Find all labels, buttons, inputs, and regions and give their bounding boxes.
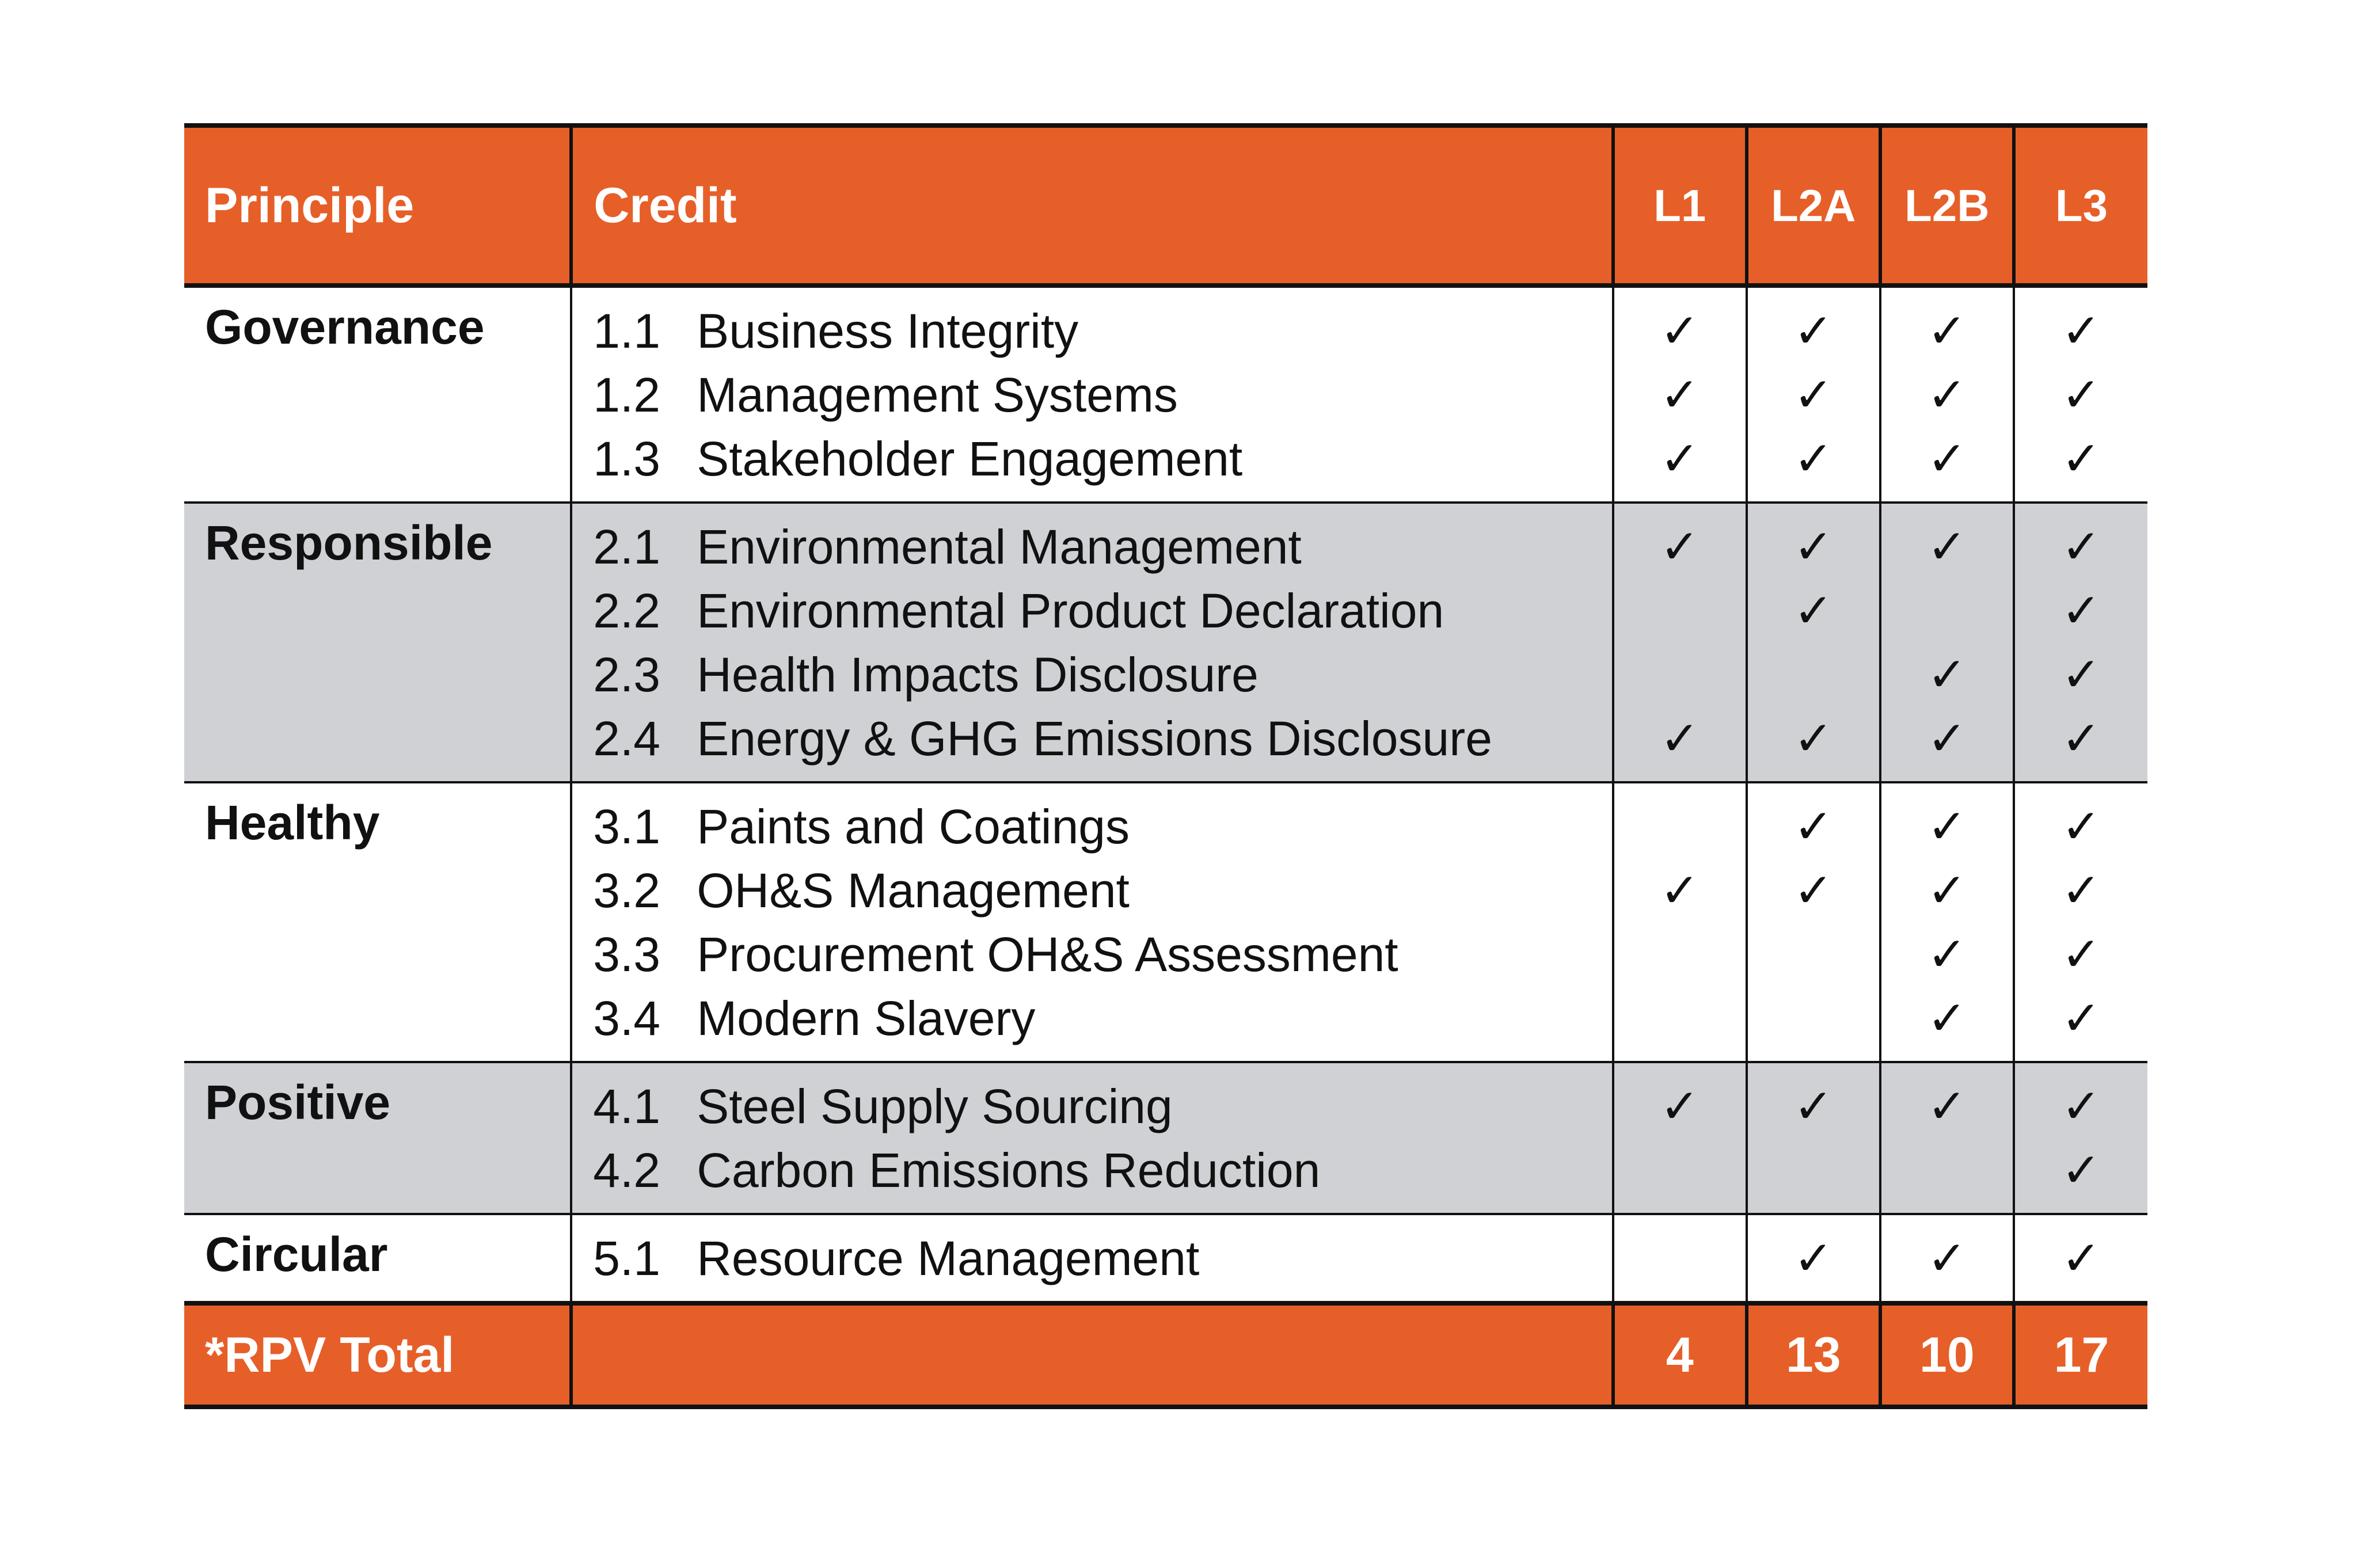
- principle-cell: Governance: [184, 286, 571, 503]
- header-credit-label: Credit: [594, 177, 737, 233]
- checkmark-icon: ✓: [1660, 863, 1700, 918]
- level-cell-l2b: [1880, 782, 2014, 1062]
- checkmark-icon: ✓: [2061, 1143, 2101, 1198]
- checkmark-icon: ✓: [1927, 304, 1967, 359]
- checkmark-icon: ✓: [2061, 927, 2101, 982]
- credit-item: [593, 1227, 1612, 1291]
- credit-name: Stakeholder Engagement: [697, 432, 1243, 486]
- level-cell-l1: [1613, 1062, 1747, 1214]
- level-cell-l1: [1613, 286, 1747, 503]
- checkmark-icon: ✓: [2061, 863, 2101, 918]
- credit-item: [593, 923, 1612, 987]
- header-principle-label: Principle: [205, 177, 415, 233]
- checkmark-icon: ✓: [1927, 991, 1967, 1046]
- total-l2a: 13: [1747, 1303, 1880, 1407]
- header-level-l1: L1: [1613, 125, 1747, 286]
- checkmark-icon: ✓: [1927, 863, 1967, 918]
- total-l3: 17: [2014, 1303, 2147, 1407]
- credit-number: 4.2: [593, 1143, 660, 1197]
- level-cell-l2b: [1880, 286, 2014, 503]
- header-principle: [184, 125, 571, 286]
- credits-table: [184, 123, 2147, 1409]
- credits-cell: [571, 1062, 1613, 1214]
- checkmark-icon: ✓: [1927, 1231, 1967, 1286]
- empty-check: [1748, 1139, 1879, 1203]
- checkmark-icon: ✓: [1660, 1079, 1700, 1134]
- credit-number: 3.4: [593, 991, 660, 1045]
- checkmark-icon: ✓: [1793, 1231, 1834, 1286]
- credit-name: Procurement OH&S Assessment: [697, 927, 1398, 981]
- credits-cell: [571, 1214, 1613, 1303]
- credit-item: [593, 707, 1612, 771]
- level-cell-l1: [1613, 782, 1747, 1062]
- checkmark-icon: ✓: [1660, 368, 1700, 423]
- credit-number: 3.3: [593, 927, 660, 981]
- checkmark-icon: ✓: [1927, 432, 1967, 486]
- credit-name: Steel Supply Sourcing: [697, 1079, 1173, 1133]
- empty-check: [1614, 1227, 1746, 1291]
- checkmark-icon: ✓: [1660, 520, 1700, 574]
- header-level-l2b: L2B: [1880, 125, 2014, 286]
- principle-cell: Positive: [184, 1062, 571, 1214]
- total-l1: 4: [1613, 1303, 1747, 1407]
- credit-name: OH&S Management: [697, 863, 1130, 918]
- credit-number: 2.3: [593, 648, 660, 702]
- credit-item: [593, 515, 1612, 579]
- checkmark-icon: ✓: [1927, 520, 1967, 574]
- credits-cell: [571, 503, 1613, 782]
- table-row: [184, 1214, 2147, 1303]
- credits-cell: [571, 782, 1613, 1062]
- credit-item: [593, 987, 1612, 1051]
- level-cell-l2a: [1747, 782, 1880, 1062]
- header-level-l3: L3: [2014, 125, 2147, 286]
- credit-number: 1.2: [593, 368, 660, 422]
- level-cell-l1: [1613, 1214, 1747, 1303]
- checkmark-icon: ✓: [1927, 927, 1967, 982]
- credit-item: [593, 579, 1612, 643]
- credit-number: 2.4: [593, 711, 660, 766]
- credit-number: 1.3: [593, 432, 660, 486]
- empty-check: [1614, 923, 1746, 987]
- checkmark-icon: ✓: [1660, 432, 1700, 486]
- credit-item: [593, 1139, 1612, 1203]
- level-cell-l3: [2014, 503, 2147, 782]
- credit-name: Management Systems: [697, 368, 1178, 422]
- total-label: *RPV Total: [184, 1303, 571, 1407]
- credit-item: [593, 427, 1612, 491]
- checkmark-icon: ✓: [2061, 368, 2101, 423]
- table-row: [184, 286, 2147, 503]
- checkmark-icon: ✓: [1793, 368, 1834, 423]
- empty-check: [1748, 643, 1879, 707]
- table-row: [184, 782, 2147, 1062]
- level-cell-l2a: [1747, 1214, 1880, 1303]
- checkmark-icon: ✓: [2061, 520, 2101, 574]
- header-level-l2a: L2A: [1747, 125, 1880, 286]
- level-cell-l2b: [1880, 1062, 2014, 1214]
- credit-number: 5.1: [593, 1231, 660, 1285]
- empty-check: [1748, 923, 1879, 987]
- level-cell-l2a: [1747, 286, 1880, 503]
- checkmark-icon: ✓: [2061, 711, 2101, 766]
- credit-name: Carbon Emissions Reduction: [697, 1143, 1321, 1197]
- checkmark-icon: ✓: [2061, 304, 2101, 359]
- checkmark-icon: ✓: [1793, 520, 1834, 574]
- empty-check: [1881, 579, 2013, 643]
- checkmark-icon: ✓: [1793, 304, 1834, 359]
- checkmark-icon: ✓: [1793, 863, 1834, 918]
- level-cell-l2a: [1747, 503, 1880, 782]
- checkmark-icon: ✓: [1793, 1079, 1834, 1134]
- credit-name: Energy & GHG Emissions Disclosure: [697, 711, 1492, 766]
- empty-check: [1881, 1139, 2013, 1203]
- level-cell-l3: [2014, 1214, 2147, 1303]
- empty-check: [1614, 1139, 1746, 1203]
- table-body: [184, 286, 2147, 1303]
- checkmark-icon: ✓: [2061, 1231, 2101, 1286]
- checkmark-icon: ✓: [1927, 1079, 1967, 1134]
- credit-number: 3.1: [593, 800, 660, 854]
- table-row: [184, 503, 2147, 782]
- credit-item: [593, 1075, 1612, 1139]
- table-row: [184, 1062, 2147, 1214]
- credit-item: [593, 643, 1612, 707]
- checkmark-icon: ✓: [1660, 711, 1700, 766]
- checkmark-icon: ✓: [1660, 304, 1700, 359]
- checkmark-icon: ✓: [2061, 800, 2101, 854]
- checkmark-icon: ✓: [1927, 800, 1967, 854]
- level-cell-l2a: [1747, 1062, 1880, 1214]
- empty-check: [1614, 579, 1746, 643]
- credit-name: Environmental Product Declaration: [697, 584, 1444, 638]
- level-cell-l3: [2014, 782, 2147, 1062]
- level-cell-l2b: [1880, 503, 2014, 782]
- table-header: [184, 125, 2147, 286]
- principle-cell: Circular: [184, 1214, 571, 1303]
- total-row: [184, 1303, 2147, 1407]
- credit-name: Paints and Coatings: [697, 800, 1130, 854]
- empty-check: [1614, 987, 1746, 1051]
- credit-item: [593, 299, 1612, 363]
- level-cell-l2b: [1880, 1214, 2014, 1303]
- credit-item: [593, 363, 1612, 427]
- credit-name: Business Integrity: [697, 304, 1079, 358]
- credit-item: [593, 795, 1612, 859]
- checkmark-icon: ✓: [2061, 648, 2101, 702]
- checkmark-icon: ✓: [2061, 1079, 2101, 1134]
- checkmark-icon: ✓: [1793, 711, 1834, 766]
- checkmark-icon: ✓: [2061, 584, 2101, 638]
- credits-cell: [571, 286, 1613, 503]
- checkmark-icon: ✓: [1793, 800, 1834, 854]
- checkmark-icon: ✓: [1927, 648, 1967, 702]
- checkmark-icon: ✓: [2061, 432, 2101, 486]
- credit-name: Resource Management: [697, 1231, 1200, 1285]
- checkmark-icon: ✓: [1793, 432, 1834, 486]
- credit-number: 2.1: [593, 520, 660, 574]
- checkmark-icon: ✓: [1927, 368, 1967, 423]
- credit-number: 3.2: [593, 863, 660, 918]
- credit-number: 1.1: [593, 304, 660, 358]
- level-cell-l1: [1613, 503, 1747, 782]
- credit-name: Environmental Management: [697, 520, 1302, 574]
- level-cell-l3: [2014, 1062, 2147, 1214]
- checkmark-icon: ✓: [1793, 584, 1834, 638]
- principle-cell: Healthy: [184, 782, 571, 1062]
- credit-name: Modern Slavery: [697, 991, 1036, 1045]
- empty-check: [1614, 795, 1746, 859]
- empty-check: [1748, 987, 1879, 1051]
- total-l2b: 10: [1880, 1303, 2014, 1407]
- credit-item: [593, 859, 1612, 923]
- level-cell-l3: [2014, 286, 2147, 503]
- total-spacer: [571, 1303, 1613, 1407]
- empty-check: [1614, 643, 1746, 707]
- checkmark-icon: ✓: [1927, 711, 1967, 766]
- header-credit: [571, 125, 1613, 286]
- credit-number: 2.2: [593, 584, 660, 638]
- credit-number: 4.1: [593, 1079, 660, 1133]
- credit-name: Health Impacts Disclosure: [697, 648, 1259, 702]
- checkmark-icon: ✓: [2061, 991, 2101, 1046]
- principle-cell: Responsible: [184, 503, 571, 782]
